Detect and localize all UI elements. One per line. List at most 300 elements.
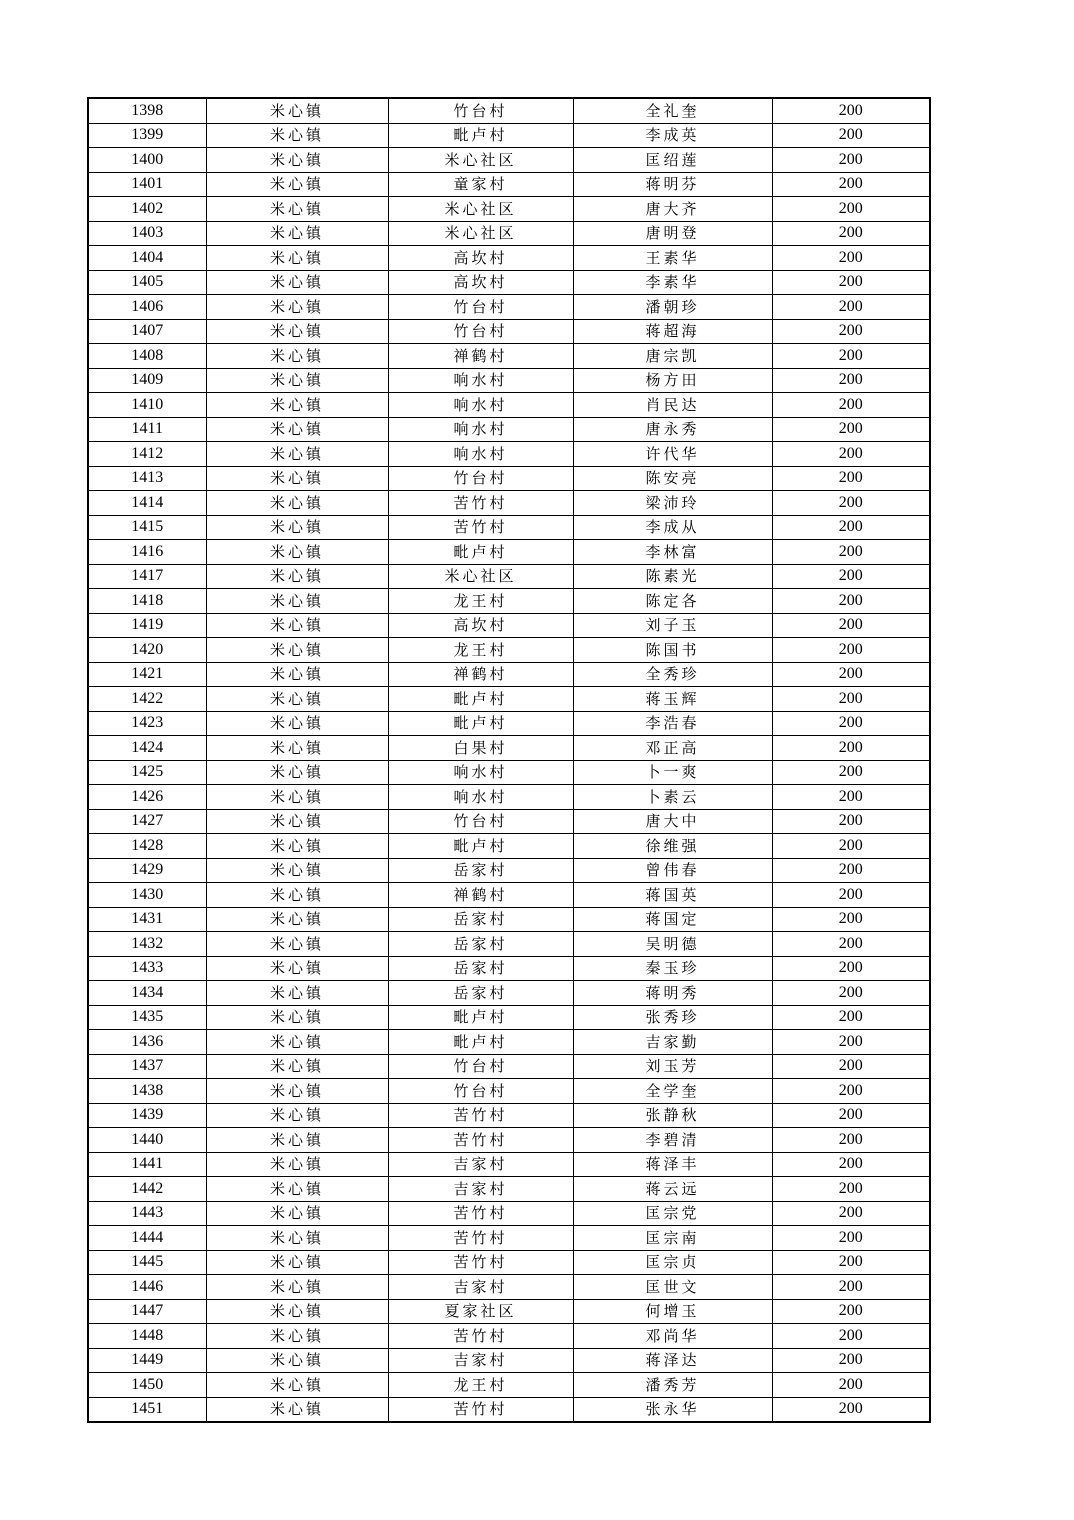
name-cell: 陈定各: [573, 589, 772, 614]
village-cell: 苦竹村: [388, 1128, 573, 1153]
town-cell: 米心镇: [206, 1128, 388, 1153]
amount-cell: 200: [772, 760, 930, 785]
town-cell: 米心镇: [206, 858, 388, 883]
village-cell: 响水村: [388, 368, 573, 393]
serial-number-cell: 1423: [88, 711, 206, 736]
amount-cell: 200: [772, 907, 930, 932]
amount-cell: 200: [772, 1373, 930, 1398]
serial-number-cell: 1429: [88, 858, 206, 883]
town-cell: 米心镇: [206, 393, 388, 418]
amount-cell: 200: [772, 1030, 930, 1055]
village-cell: 竹台村: [388, 809, 573, 834]
amount-cell: 200: [772, 834, 930, 859]
amount-cell: 200: [772, 197, 930, 222]
serial-number-cell: 1449: [88, 1348, 206, 1373]
village-cell: 毗卢村: [388, 711, 573, 736]
amount-cell: 200: [772, 98, 930, 123]
table-row: [88, 540, 930, 565]
town-cell: 米心镇: [206, 956, 388, 981]
amount-cell: 200: [772, 491, 930, 516]
village-cell: 响水村: [388, 442, 573, 467]
name-cell: 蒋泽达: [573, 1348, 772, 1373]
name-cell: 蒋国定: [573, 907, 772, 932]
serial-number-cell: 1434: [88, 981, 206, 1006]
amount-cell: 200: [772, 466, 930, 491]
amount-cell: 200: [772, 613, 930, 638]
name-cell: 全礼奎: [573, 98, 772, 123]
serial-number-cell: 1409: [88, 368, 206, 393]
village-cell: 龙王村: [388, 1373, 573, 1398]
town-cell: 米心镇: [206, 1177, 388, 1202]
village-cell: 毗卢村: [388, 1030, 573, 1055]
amount-cell: 200: [772, 932, 930, 957]
town-cell: 米心镇: [206, 809, 388, 834]
serial-number-cell: 1443: [88, 1201, 206, 1226]
town-cell: 米心镇: [206, 442, 388, 467]
table-row: [88, 834, 930, 859]
town-cell: 米心镇: [206, 295, 388, 320]
table-row: [88, 1201, 930, 1226]
name-cell: 徐维强: [573, 834, 772, 859]
town-cell: 米心镇: [206, 785, 388, 810]
town-cell: 米心镇: [206, 172, 388, 197]
name-cell: 李浩春: [573, 711, 772, 736]
village-cell: 响水村: [388, 393, 573, 418]
town-cell: 米心镇: [206, 907, 388, 932]
village-cell: 岳家村: [388, 981, 573, 1006]
village-cell: 白果村: [388, 736, 573, 761]
village-cell: 苦竹村: [388, 491, 573, 516]
serial-number-cell: 1451: [88, 1397, 206, 1422]
name-cell: 蒋云远: [573, 1177, 772, 1202]
table-row: [88, 1250, 930, 1275]
town-cell: 米心镇: [206, 221, 388, 246]
roster-table-body: [88, 98, 930, 1422]
serial-number-cell: 1398: [88, 98, 206, 123]
name-cell: 全秀珍: [573, 662, 772, 687]
town-cell: 米心镇: [206, 344, 388, 369]
name-cell: 李成从: [573, 515, 772, 540]
amount-cell: 200: [772, 319, 930, 344]
village-cell: 竹台村: [388, 1054, 573, 1079]
village-cell: 米心社区: [388, 564, 573, 589]
name-cell: 蒋玉辉: [573, 687, 772, 712]
name-cell: 唐大齐: [573, 197, 772, 222]
village-cell: 吉家村: [388, 1348, 573, 1373]
town-cell: 米心镇: [206, 148, 388, 173]
amount-cell: 200: [772, 1103, 930, 1128]
amount-cell: 200: [772, 393, 930, 418]
village-cell: 毗卢村: [388, 540, 573, 565]
village-cell: 米心社区: [388, 148, 573, 173]
town-cell: 米心镇: [206, 687, 388, 712]
amount-cell: 200: [772, 785, 930, 810]
town-cell: 米心镇: [206, 736, 388, 761]
serial-number-cell: 1404: [88, 246, 206, 271]
table-row: [88, 932, 930, 957]
table-row: [88, 344, 930, 369]
table-row: [88, 1299, 930, 1324]
serial-number-cell: 1408: [88, 344, 206, 369]
serial-number-cell: 1432: [88, 932, 206, 957]
name-cell: 匡宗南: [573, 1226, 772, 1251]
serial-number-cell: 1416: [88, 540, 206, 565]
town-cell: 米心镇: [206, 564, 388, 589]
name-cell: 李碧清: [573, 1128, 772, 1153]
village-cell: 毗卢村: [388, 123, 573, 148]
amount-cell: 200: [772, 1005, 930, 1030]
village-cell: 吉家村: [388, 1177, 573, 1202]
village-cell: 竹台村: [388, 466, 573, 491]
town-cell: 米心镇: [206, 1201, 388, 1226]
table-row: [88, 1005, 930, 1030]
serial-number-cell: 1436: [88, 1030, 206, 1055]
serial-number-cell: 1437: [88, 1054, 206, 1079]
village-cell: 禅鹤村: [388, 883, 573, 908]
table-row: [88, 1128, 930, 1153]
village-cell: 米心社区: [388, 197, 573, 222]
name-cell: 潘朝珍: [573, 295, 772, 320]
table-row: [88, 1030, 930, 1055]
town-cell: 米心镇: [206, 1005, 388, 1030]
serial-number-cell: 1421: [88, 662, 206, 687]
table-row: [88, 98, 930, 123]
town-cell: 米心镇: [206, 319, 388, 344]
serial-number-cell: 1435: [88, 1005, 206, 1030]
serial-number-cell: 1411: [88, 417, 206, 442]
amount-cell: 200: [772, 148, 930, 173]
village-cell: 响水村: [388, 785, 573, 810]
village-cell: 夏家社区: [388, 1299, 573, 1324]
town-cell: 米心镇: [206, 515, 388, 540]
serial-number-cell: 1438: [88, 1079, 206, 1104]
name-cell: 邓正高: [573, 736, 772, 761]
amount-cell: 200: [772, 956, 930, 981]
name-cell: 李成英: [573, 123, 772, 148]
table-row: [88, 368, 930, 393]
town-cell: 米心镇: [206, 1152, 388, 1177]
town-cell: 米心镇: [206, 270, 388, 295]
name-cell: 王素华: [573, 246, 772, 271]
town-cell: 米心镇: [206, 711, 388, 736]
roster-table: [87, 97, 931, 1423]
table-row: [88, 711, 930, 736]
name-cell: 李林富: [573, 540, 772, 565]
name-cell: 匡宗贞: [573, 1250, 772, 1275]
village-cell: 龙王村: [388, 638, 573, 663]
village-cell: 龙王村: [388, 589, 573, 614]
town-cell: 米心镇: [206, 589, 388, 614]
table-row: [88, 466, 930, 491]
amount-cell: 200: [772, 662, 930, 687]
serial-number-cell: 1440: [88, 1128, 206, 1153]
table-row: [88, 736, 930, 761]
table-row: [88, 1226, 930, 1251]
amount-cell: 200: [772, 344, 930, 369]
name-cell: 张秀珍: [573, 1005, 772, 1030]
name-cell: 吴明德: [573, 932, 772, 957]
town-cell: 米心镇: [206, 1348, 388, 1373]
table-row: [88, 172, 930, 197]
town-cell: 米心镇: [206, 1030, 388, 1055]
town-cell: 米心镇: [206, 1103, 388, 1128]
amount-cell: 200: [772, 246, 930, 271]
village-cell: 高坎村: [388, 270, 573, 295]
serial-number-cell: 1419: [88, 613, 206, 638]
table-row: [88, 785, 930, 810]
town-cell: 米心镇: [206, 1299, 388, 1324]
name-cell: 陈安亮: [573, 466, 772, 491]
town-cell: 米心镇: [206, 1275, 388, 1300]
table-row: [88, 270, 930, 295]
amount-cell: 200: [772, 1128, 930, 1153]
amount-cell: 200: [772, 589, 930, 614]
amount-cell: 200: [772, 1152, 930, 1177]
town-cell: 米心镇: [206, 98, 388, 123]
town-cell: 米心镇: [206, 197, 388, 222]
table-row: [88, 319, 930, 344]
name-cell: 唐大中: [573, 809, 772, 834]
serial-number-cell: 1420: [88, 638, 206, 663]
village-cell: 竹台村: [388, 1079, 573, 1104]
serial-number-cell: 1399: [88, 123, 206, 148]
amount-cell: 200: [772, 515, 930, 540]
amount-cell: 200: [772, 1397, 930, 1422]
serial-number-cell: 1418: [88, 589, 206, 614]
name-cell: 蒋国英: [573, 883, 772, 908]
amount-cell: 200: [772, 736, 930, 761]
amount-cell: 200: [772, 809, 930, 834]
amount-cell: 200: [772, 638, 930, 663]
name-cell: 蒋超海: [573, 319, 772, 344]
town-cell: 米心镇: [206, 123, 388, 148]
village-cell: 竹台村: [388, 295, 573, 320]
village-cell: 毗卢村: [388, 1005, 573, 1030]
name-cell: 唐宗凯: [573, 344, 772, 369]
town-cell: 米心镇: [206, 466, 388, 491]
name-cell: 邓尚华: [573, 1324, 772, 1349]
name-cell: 卜一爽: [573, 760, 772, 785]
town-cell: 米心镇: [206, 932, 388, 957]
serial-number-cell: 1426: [88, 785, 206, 810]
amount-cell: 200: [772, 1324, 930, 1349]
amount-cell: 200: [772, 1250, 930, 1275]
village-cell: 苦竹村: [388, 1103, 573, 1128]
name-cell: 全学奎: [573, 1079, 772, 1104]
name-cell: 杨方田: [573, 368, 772, 393]
town-cell: 米心镇: [206, 1250, 388, 1275]
town-cell: 米心镇: [206, 1397, 388, 1422]
table-row: [88, 197, 930, 222]
name-cell: 梁沛玲: [573, 491, 772, 516]
table-row: [88, 417, 930, 442]
village-cell: 岳家村: [388, 858, 573, 883]
village-cell: 禅鹤村: [388, 344, 573, 369]
town-cell: 米心镇: [206, 662, 388, 687]
serial-number-cell: 1401: [88, 172, 206, 197]
village-cell: 竹台村: [388, 319, 573, 344]
town-cell: 米心镇: [206, 883, 388, 908]
serial-number-cell: 1400: [88, 148, 206, 173]
town-cell: 米心镇: [206, 491, 388, 516]
amount-cell: 200: [772, 1299, 930, 1324]
town-cell: 米心镇: [206, 1226, 388, 1251]
table-row: [88, 1177, 930, 1202]
amount-cell: 200: [772, 1348, 930, 1373]
table-row: [88, 809, 930, 834]
town-cell: 米心镇: [206, 1373, 388, 1398]
name-cell: 刘子玉: [573, 613, 772, 638]
village-cell: 岳家村: [388, 907, 573, 932]
serial-number-cell: 1410: [88, 393, 206, 418]
serial-number-cell: 1439: [88, 1103, 206, 1128]
amount-cell: 200: [772, 1054, 930, 1079]
table-row: [88, 760, 930, 785]
serial-number-cell: 1417: [88, 564, 206, 589]
serial-number-cell: 1433: [88, 956, 206, 981]
serial-number-cell: 1413: [88, 466, 206, 491]
serial-number-cell: 1446: [88, 1275, 206, 1300]
town-cell: 米心镇: [206, 638, 388, 663]
name-cell: 陈国书: [573, 638, 772, 663]
amount-cell: 200: [772, 295, 930, 320]
serial-number-cell: 1441: [88, 1152, 206, 1177]
name-cell: 许代华: [573, 442, 772, 467]
table-row: [88, 687, 930, 712]
table-row: [88, 1275, 930, 1300]
table-row: [88, 1397, 930, 1422]
name-cell: 陈素光: [573, 564, 772, 589]
village-cell: 竹台村: [388, 98, 573, 123]
name-cell: 刘玉芳: [573, 1054, 772, 1079]
village-cell: 童家村: [388, 172, 573, 197]
table-row: [88, 613, 930, 638]
serial-number-cell: 1412: [88, 442, 206, 467]
table-row: [88, 1079, 930, 1104]
table-row: [88, 515, 930, 540]
village-cell: 苦竹村: [388, 1324, 573, 1349]
serial-number-cell: 1431: [88, 907, 206, 932]
table-row: [88, 442, 930, 467]
table-row: [88, 246, 930, 271]
serial-number-cell: 1447: [88, 1299, 206, 1324]
name-cell: 秦玉珍: [573, 956, 772, 981]
amount-cell: 200: [772, 417, 930, 442]
village-cell: 禅鹤村: [388, 662, 573, 687]
table-row: [88, 907, 930, 932]
table-row: [88, 221, 930, 246]
town-cell: 米心镇: [206, 760, 388, 785]
serial-number-cell: 1428: [88, 834, 206, 859]
village-cell: 吉家村: [388, 1275, 573, 1300]
name-cell: 张静秋: [573, 1103, 772, 1128]
table-row: [88, 148, 930, 173]
town-cell: 米心镇: [206, 1324, 388, 1349]
town-cell: 米心镇: [206, 1054, 388, 1079]
table-row: [88, 1152, 930, 1177]
name-cell: 蒋明秀: [573, 981, 772, 1006]
name-cell: 蒋明芬: [573, 172, 772, 197]
name-cell: 唐永秀: [573, 417, 772, 442]
amount-cell: 200: [772, 564, 930, 589]
amount-cell: 200: [772, 711, 930, 736]
amount-cell: 200: [772, 1079, 930, 1104]
amount-cell: 200: [772, 883, 930, 908]
serial-number-cell: 1445: [88, 1250, 206, 1275]
serial-number-cell: 1444: [88, 1226, 206, 1251]
serial-number-cell: 1424: [88, 736, 206, 761]
village-cell: 高坎村: [388, 613, 573, 638]
serial-number-cell: 1415: [88, 515, 206, 540]
village-cell: 吉家村: [388, 1152, 573, 1177]
amount-cell: 200: [772, 540, 930, 565]
table-row: [88, 1373, 930, 1398]
table-row: [88, 858, 930, 883]
town-cell: 米心镇: [206, 417, 388, 442]
serial-number-cell: 1430: [88, 883, 206, 908]
amount-cell: 200: [772, 368, 930, 393]
serial-number-cell: 1407: [88, 319, 206, 344]
village-cell: 苦竹村: [388, 1250, 573, 1275]
table-row: [88, 295, 930, 320]
amount-cell: 200: [772, 221, 930, 246]
village-cell: 响水村: [388, 760, 573, 785]
village-cell: 苦竹村: [388, 1201, 573, 1226]
village-cell: 毗卢村: [388, 834, 573, 859]
serial-number-cell: 1402: [88, 197, 206, 222]
village-cell: 响水村: [388, 417, 573, 442]
amount-cell: 200: [772, 123, 930, 148]
village-cell: 苦竹村: [388, 515, 573, 540]
name-cell: 卜素云: [573, 785, 772, 810]
name-cell: 唐明登: [573, 221, 772, 246]
name-cell: 潘秀芳: [573, 1373, 772, 1398]
village-cell: 毗卢村: [388, 687, 573, 712]
amount-cell: 200: [772, 1177, 930, 1202]
village-cell: 高坎村: [388, 246, 573, 271]
serial-number-cell: 1427: [88, 809, 206, 834]
table-row: [88, 1103, 930, 1128]
town-cell: 米心镇: [206, 613, 388, 638]
amount-cell: 200: [772, 981, 930, 1006]
village-cell: 米心社区: [388, 221, 573, 246]
serial-number-cell: 1422: [88, 687, 206, 712]
name-cell: 蒋泽丰: [573, 1152, 772, 1177]
name-cell: 匡世文: [573, 1275, 772, 1300]
table-row: [88, 638, 930, 663]
table-row: [88, 589, 930, 614]
town-cell: 米心镇: [206, 834, 388, 859]
name-cell: 肖民达: [573, 393, 772, 418]
village-cell: 苦竹村: [388, 1397, 573, 1422]
serial-number-cell: 1414: [88, 491, 206, 516]
town-cell: 米心镇: [206, 1079, 388, 1104]
amount-cell: 200: [772, 1275, 930, 1300]
table-row: [88, 564, 930, 589]
table-row: [88, 1324, 930, 1349]
table-row: [88, 491, 930, 516]
name-cell: 李素华: [573, 270, 772, 295]
amount-cell: 200: [772, 687, 930, 712]
table-row: [88, 883, 930, 908]
serial-number-cell: 1450: [88, 1373, 206, 1398]
town-cell: 米心镇: [206, 981, 388, 1006]
amount-cell: 200: [772, 442, 930, 467]
town-cell: 米心镇: [206, 368, 388, 393]
table-row: [88, 1348, 930, 1373]
serial-number-cell: 1403: [88, 221, 206, 246]
town-cell: 米心镇: [206, 246, 388, 271]
